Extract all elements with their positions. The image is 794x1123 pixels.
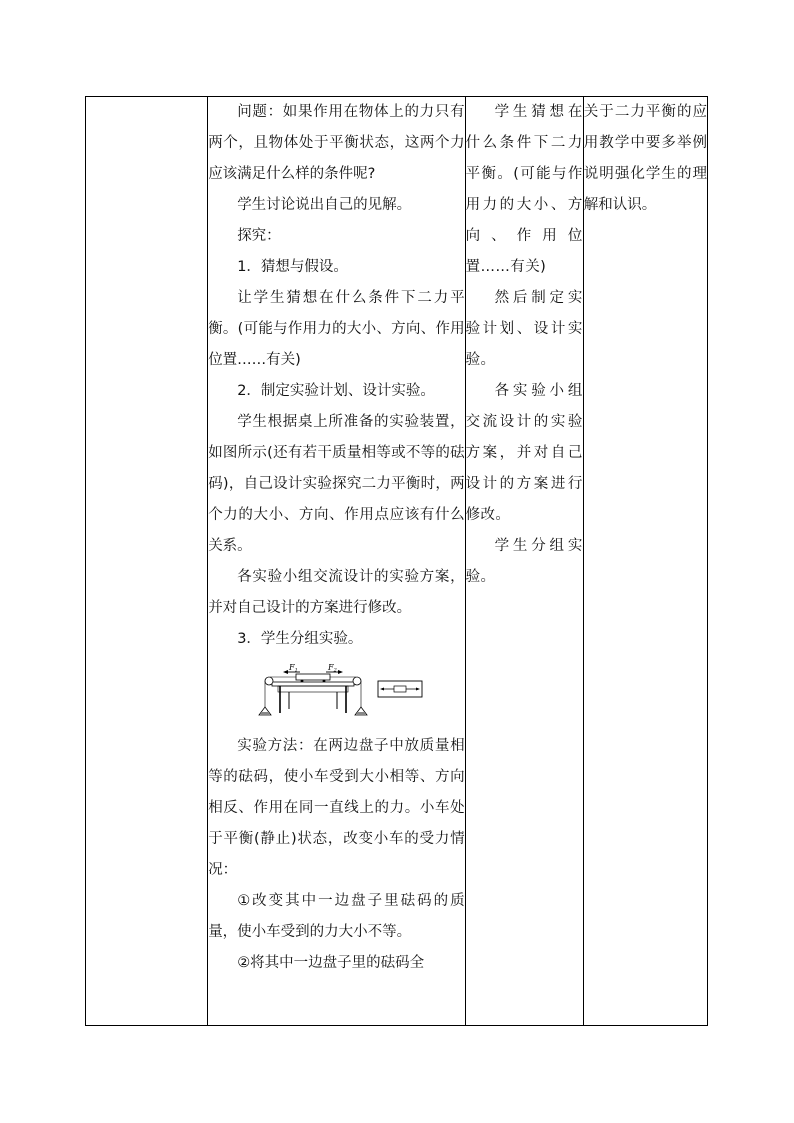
left-weights (261, 712, 269, 715)
explore-heading: 探究： (237, 228, 281, 244)
discussion-paragraph: 学生讨论说出自己的见解。 (237, 197, 412, 213)
table-apron (278, 686, 348, 692)
f2-arrowhead (338, 670, 343, 674)
method-paragraph: 实验方法：在两边盘子中放质量相等的砝码，使小车受到大小相等、方向相反、作用在同一直线上的力。小车处于平衡(静止)状态，改变小车的受力情况： (208, 738, 465, 878)
right-weights (357, 712, 365, 715)
change-2-paragraph: ②将其中一边盘子里的砝码全 (237, 955, 425, 971)
student-experiment-paragraph: 学生分组实验。 (465, 538, 583, 585)
student-guess-paragraph: 学生猜想在什么条件下二力平衡。(可能与作用力的大小、方向、作用位置……有关) (465, 104, 583, 275)
f2-label: F2 (328, 663, 337, 674)
f1-arrowhead (283, 670, 288, 674)
student-activity-cell (465, 97, 583, 1026)
teaching-process-cell (208, 97, 465, 1026)
step-3-heading: 3．学生分组实验。 (237, 631, 363, 647)
table-top (272, 682, 354, 686)
left-pulley (265, 677, 273, 685)
exchange-paragraph: 各实验小组交流设计的实验方案，并对自己设计的方案进行修改。 (208, 569, 465, 616)
question-paragraph: 问题：如果作用在物体上的力只有两个，且物体处于平衡状态，这两个力应该满足什么样的条件呢? (208, 104, 465, 182)
change-1-paragraph: ①改变其中一边盘子里砝码的质量，使小车受到的力大小不等。 (208, 893, 465, 940)
step-1-heading: 1．猜想与假设。 (237, 259, 348, 275)
empty-cell (86, 97, 208, 1026)
step-2-heading: 2．制定实验计划、设计实验。 (237, 383, 435, 399)
student-exchange-paragraph: 各实验小组交流设计的实验方案，并对自己设计的方案进行修改。 (465, 383, 583, 523)
cart (296, 674, 330, 680)
cart-top-view-body (394, 686, 406, 692)
right-pulley (353, 677, 361, 685)
table-row (86, 97, 708, 1026)
f1-label: F1 (289, 663, 298, 674)
design-note-paragraph: 关于二力平衡的应用教学中要多举例说明强化学生的理解和认识。 (583, 104, 707, 213)
design-notes-cell (583, 97, 707, 1026)
student-plan-paragraph: 然后制定实验计划、设计实验。 (465, 290, 583, 368)
lesson-plan-table (85, 96, 708, 1026)
experiment-apparatus-figure (256, 663, 426, 721)
design-paragraph: 学生根据桌上所准备的实验装置，如图所示(还有若干质量相等或不等的砝码)，自己设计实验探究二力平衡时，两个力的大小、方向、作用点应该有什么关系。 (208, 414, 465, 554)
guess-paragraph: 让学生猜想在什么条件下二力平衡。(可能与作用力的大小、方向、作用位置……有关) (208, 290, 465, 368)
